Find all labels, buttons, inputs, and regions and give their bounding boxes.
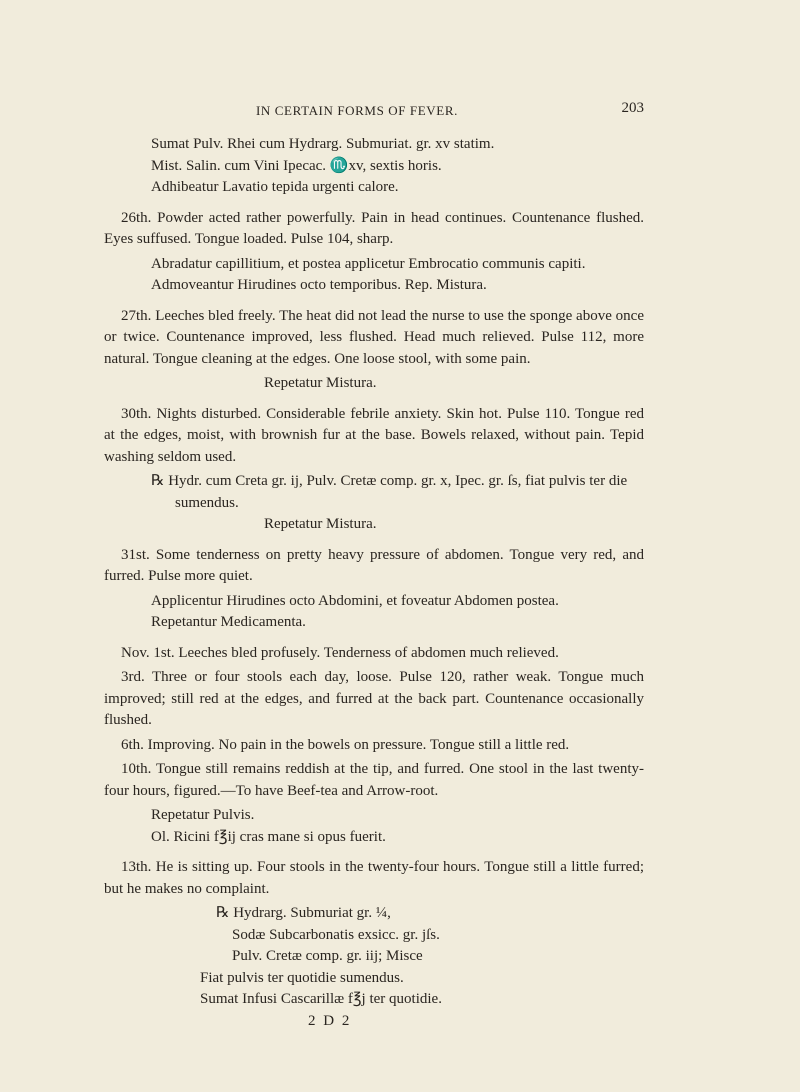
case-note-30th: 30th. Nights disturbed. Considerable febrile anxiety. Skin hot. Pulse 110. Tongue red at the edges, moist, with brownish fur at the base. Bowels relaxed, without pain. Tepid washing seldom used. [104,405,644,465]
case-note-31st: 31st. Some tenderness on pretty heavy pressure of abdomen. Tongue very red, and furred. Pulse more quiet. [104,546,644,584]
prescription-line: Repetatur Pulvis. [151,807,255,823]
prescription-line: Sodæ Subcarbonatis exsicc. gr. jſs. [232,926,440,943]
signature-mark: 2 D 2 [308,1012,352,1029]
prescription-line: Ol. Ricini f℥ij cras mane si opus fuerit. [151,828,386,845]
prescription-line: Admoveantur Hirudines octo temporibus. Rep. Mistura. [151,277,487,293]
case-note-nov-1st: Nov. 1st. Leeches bled profusely. Tenderness of abdomen much relieved. [121,644,559,661]
prescription-line: Sumat Infusi Cascarillæ f℥j ter quotidie. [200,991,442,1007]
prescription-line: Fiat pulvis ter quotidie sumendus. [200,969,404,986]
case-note-13th: 13th. He is sitting up. Four stools in the twenty-four hours. Tongue still a little furred; but he makes no complaint. [104,859,644,897]
prescription-block [104,471,644,514]
page-number: 203 [621,100,644,116]
prescription-line: Repetatur Mistura. [264,375,377,391]
case-note-3rd: 3rd. Three or four stools each day, loose. Pulse 120, rather weak. Tongue much improved; still red at the edges, and furred at the back part. Countenance occasionally flushed. [104,669,644,728]
prescription-line: ℞ Hydrarg. Submuriat gr. ¼, [216,905,391,921]
running-head: IN CERTAIN FORMS OF FEVER. [256,103,458,118]
case-note-10th: 10th. Tongue still remains reddish at the tip, and furred. One stool in the last twenty-four hours, figured.—To have Beef-tea and Arrow-root. [104,761,644,799]
prescription-block [104,805,644,848]
prescription-line: Applicentur Hirudines octo Abdomini, et foveatur Abdomen postea. [151,592,559,609]
page-body [104,134,644,1032]
case-note-27th: 27th. Leeches bled freely. The heat did not lead the nurse to use the sponge above once or twice. Countenance improved, less flushed. Head much relieved. Pulse 112, more natural. Tongue cleaning at the edges. One loose stool, with some pain. [104,307,644,367]
prescription-block [104,134,644,199]
prescription-block [104,903,644,968]
prescription-line: Adhibeatur Lavatio tepida urgenti calore. [151,179,399,195]
case-note-26th: 26th. Powder acted rather powerfully. Pain in head continues. Countenance flushed. Eyes suffused. Tongue loaded. Pulse 104, sharp. [104,209,644,247]
prescription-block [104,968,644,1011]
prescription-block [104,591,644,634]
page-header [104,98,644,122]
prescription-line: Repetatur Mistura. [264,516,377,532]
case-note-6th: 6th. Improving. No pain in the bowels on pressure. Tongue still a little red. [121,736,570,753]
prescription-line: ℞ Hydr. cum Creta gr. ij, Pulv. Cretæ comp. gr. x, Ipec. gr. ſs, fiat pulvis ter die sumendus. [151,473,628,511]
prescription-line: Repetantur Medicamenta. [151,614,306,630]
prescription-line: Mist. Salin. cum Vini Ipecac. ♏xv, sextis horis. [151,157,442,174]
prescription-line: Sumat Pulv. Rhei cum Hydrarg. Submuriat. gr. xv statim. [151,136,495,152]
prescription-line: Pulv. Cretæ comp. gr. iij; Misce [232,948,423,964]
prescription-block [104,254,644,297]
prescription-line: Abradatur capillitium, et postea applicetur Embrocatio communis capiti. [151,255,586,272]
